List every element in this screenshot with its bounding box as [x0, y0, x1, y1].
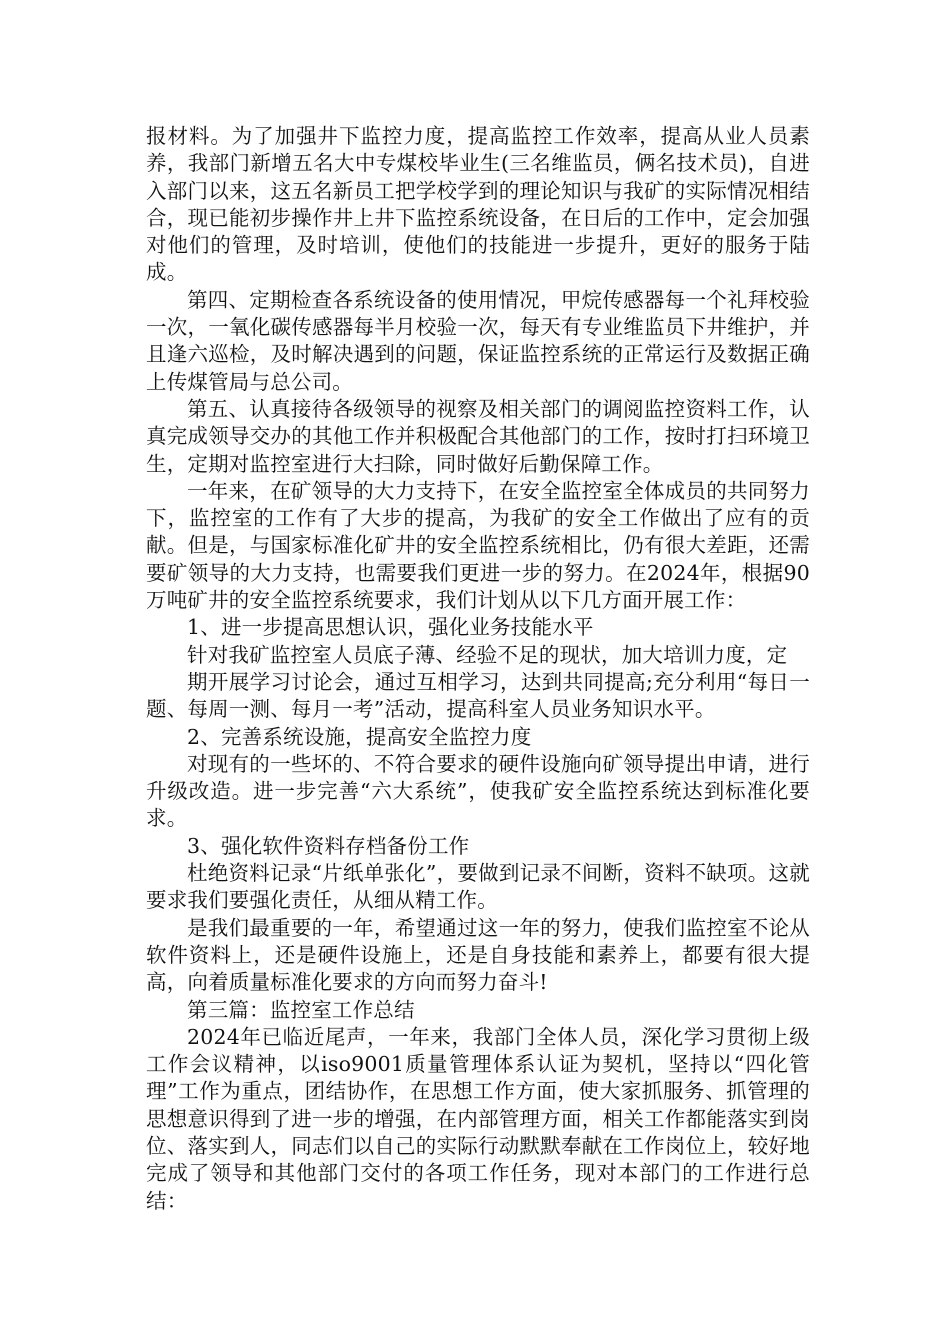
paragraph-year-review: 一年来，在矿领导的大力支持下，在安全监控室全体成员的共同努力下，监控室的工作有了大步的提高，为我矿的安全工作做出了应有的贡献。但是，与国家标准化矿井的安全监控系统相比，仍有很大差距，还需要矿领导的大力支持，也需要我们更进一步的努力。在2024年，根据90万吨矿井的安全监控系统要求，我们计划从以下几方面开展工作：: [146, 478, 810, 613]
paragraph-important-year: 是我们最重要的一年，希望通过这一年的努力，使我们监控室不论从软件资料上，还是硬件设施上，还是自身技能和素养上，都要有很大提高，向着质量标准化要求的方向而努力奋斗!: [146, 915, 810, 995]
document-body: [146, 123, 810, 1215]
heading-plan-3: 3、强化软件资料存档备份工作: [187, 833, 470, 858]
heading-third-article: 第三篇：监控室工作总结: [187, 997, 415, 1022]
paragraph-third-article-intro: 2024年已临近尾声，一年来，我部门全体人员，深化学习贯彻上级工作会议精神，以iso9001质量管理体系认证为契机，坚持以“四化管理”工作为重点，团结协作，在思想工作方面，使大家抓服务、抓管理的思想意识得到了进一步的增强，在内部管理方面，相关工作都能落实到岗位、落实到人，同志们以自己的实际行动默默奉献在工作岗位上，较好地完成了领导和其他部门交付的各项工作任务，现对本部门的工作进行总结：: [146, 1024, 810, 1213]
paragraph-fifth-item: 第五、认真接待各级领导的视察及相关部门的调阅监控资料工作，认真完成领导交办的其他工作并积极配合其他部门的工作，按时打扫环境卫生，定期对监控室进行大扫除，同时做好后勤保障工作。: [146, 396, 810, 476]
paragraph-fourth-item: 第四、定期检查各系统设备的使用情况，甲烷传感器每一个礼拜校验一次，一氧化碳传感器每半月校验一次，每天有专业维监员下井维护，并且逢六巡检，及时解决遇到的问题，保证监控系统的正常运行及数据正确上传煤管局与总公司。: [146, 287, 810, 394]
paragraph-plan-2: 对现有的一些坏的、不符合要求的硬件设施向矿领导提出申请，进行升级改造。进一步完善“六大系统”，使我矿安全监控系统达到标准化要求。: [146, 751, 810, 831]
heading-plan-2: 2、完善系统设施，提高安全监控力度: [187, 724, 532, 749]
paragraph-plan-1a: 针对我矿监控室人员底子薄、经验不足的现状，加大培训力度，定: [187, 642, 788, 667]
paragraph-plan-3: 杜绝资料记录“片纸单张化”，要做到记录不间断，资料不缺项。这就要求我们要强化责任，从细从精工作。: [146, 861, 810, 913]
paragraph-plan-1b: 期开展学习讨论会，通过互相学习，达到共同提高;充分利用“每日一题、每周一测、每月一考”活动，提高科室人员业务知识水平。: [146, 669, 810, 722]
paragraph-report-materials: 报材料。为了加强井下监控力度，提高监控工作效率，提高从业人员素养，我部门新增五名大中专煤校毕业生(三名维监员，俩名技术员)，自进入部门以来，这五名新员工把学校学到的理论知识与我矿的实际情况相结合，现已能初步操作井上井下监控系统设备，在日后的工作中，定会加强对他们的管理，及时培训，使他们的技能进一步提升，更好的服务于陆成。: [146, 124, 810, 285]
heading-plan-1: 1、进一步提高思想认识，强化业务技能水平: [187, 615, 594, 640]
